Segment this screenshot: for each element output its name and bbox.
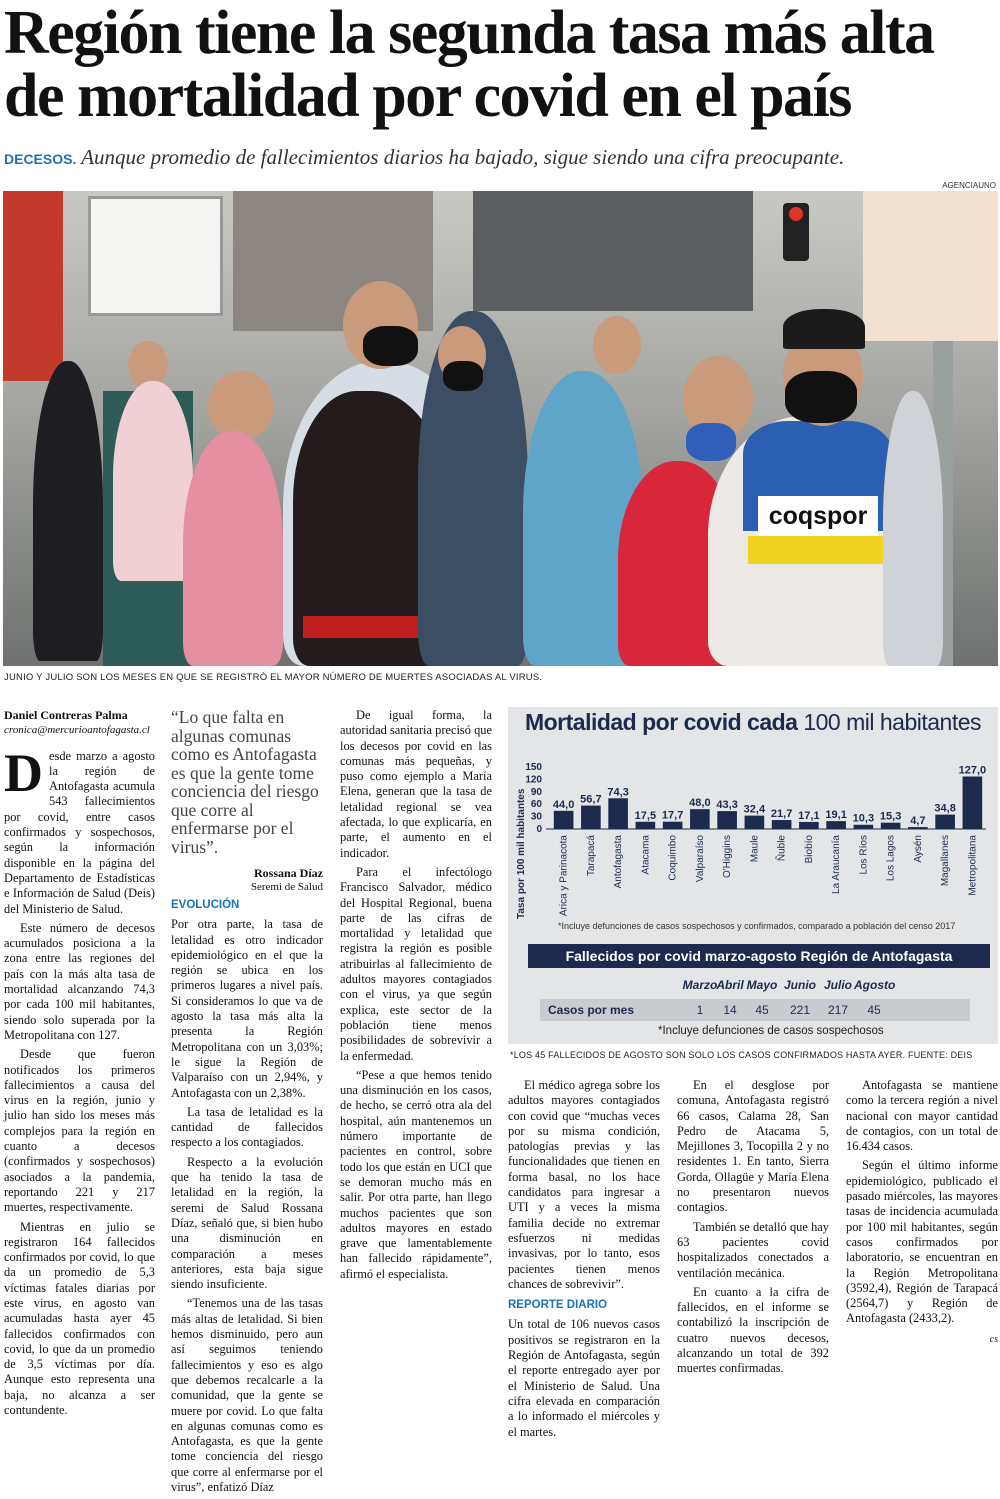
category-label: Antofagasta [613,835,625,889]
category-label: Valparaíso [694,835,706,883]
article-col-4 [508,1078,660,1444]
category-label: Atacama [640,835,652,875]
bar [908,827,928,829]
bar-value-label: 43,3 [716,799,738,812]
paragraph: “Pese a que hemos tenido una disminución en los casos, de hecho, se cerró otra ala del hospital, aún mantenemos un número importante de pacientes en control, sobre todo los que están en UCI que se demoran mucho más en salir. Por otra parte, han llego muchos pacientes que son adultos mayores en estado grave que lamentablemente han fallecido rápidamente”, afirmó el especialista. [340,1067,492,1281]
paragraph: Este número de decesos acumulados posiciona a la zona entre las regiones del país con la más alta tasa de mortalidad alcanzando 74,3 por cada 100 mil habitantes, siendo solo superada por la Metropolitana con 127. [4,920,155,1042]
bar [963,777,983,829]
category-label: Los Ríos [858,835,870,875]
person [883,391,943,666]
table-cell: 14 [723,1003,737,1017]
shirt-text: coqspor [758,496,878,536]
category-label: Ñuble [776,835,788,862]
bar-chart [508,707,998,922]
sign-left [3,191,63,381]
category-label: Los Lagos [885,835,897,882]
bar-value-label: 34,8 [934,802,956,815]
y-tick-label: 150 [525,762,542,773]
bar [745,816,765,829]
article-col-2 [171,892,323,1499]
table-month-header: Julio [823,978,852,992]
paragraph: En cuanto a la cifra de fallecidos, en el informe se contabilizó la inscripción de cuatro nuevos decesos, alcanzando un total de 392 muertes confirmadas. [677,1284,829,1376]
photo-caption: JUNIO Y JULIO SON LOS MESES EN QUE SE REGISTRÓ EL MAYOR NÚMERO DE MUERTES ASOCIADAS AL VIRUS. [4,672,543,683]
person-head [593,316,641,374]
paragraph: También se detalló que hay 63 pacientes covid hospitalizados conectados a ventilación mecánica. [677,1219,829,1280]
infographic-source: *LOS 45 FALLECIDOS DE AGOSTO SON SOLO LOS CASOS CONFIRMADOS HASTA AYER. FUENTE: DEIS [510,1050,973,1060]
pull-quote-role: Seremi de Salud [250,881,323,893]
table-month-header: Abril [716,978,744,992]
bar-value-label: 127,0 [958,764,987,777]
face-mask [443,361,483,391]
chart-note: *Incluye defunciones de casos sospechosos y confirmados, comparado a población del censo 2017 [558,921,956,931]
deck-text: Aunque promedio de fallecimientos diarios ha bajado, sigue siendo una cifra preocupante. [81,145,845,169]
category-label: Coquimbo [667,835,679,881]
table-cell: 1 [696,1003,704,1017]
bar-value-label: 21,7 [770,808,793,821]
table-month-header: Mayo [746,978,778,992]
bar-value-label: 44,0 [552,798,575,811]
bar [581,806,601,829]
person [33,361,103,661]
paragraph: De igual forma, la autoridad sanitaria precisó que los decesos por covid en las comunas más pequeñas, y puso como ejemplo a María Elena, generan que la tasa de letalidad regional se vea afectada, lo que explicaría, en parte, el aumento en el indicador. [340,708,492,860]
end-mark-text: cs [989,1333,998,1345]
table-banner: Fallecidos por covid marzo-agosto Región de Antofagasta [528,944,990,968]
building-dark [473,191,753,311]
bar-value-label: 19,1 [825,809,847,822]
category-label: La Araucanía [831,835,843,894]
paragraph: Por otra parte, la tasa de letalidad es otro indicador epidemiológico en el que la región se ubica en los primeros lugares a nivel país. Si consideramos lo que va de agosto la tasa más alta la presenta la Región Metropolitana con un 3,03%; le sigue la Región de Valparaíso con un 2,94%, y Antofagasta con un 2,38%. [171,917,323,1100]
category-label: Arica y Parinacota [558,835,570,917]
person [183,431,283,666]
pull-quote [171,708,323,893]
photo-credit: AGENCIAUNO [942,181,996,190]
paragraph: Mientras en julio se registraron 164 fallecidos confirmados por covid, lo que da un promedio de 5,3 víctimas fatales diarias por este virus, en agosto van acumuladas hasta ayer 45 fallecidos confirmados con covid, lo que da un promedio de 3,5 víctimas por día. Aunque esto representa una baja, no alcanza a ser contundente. [4,1219,155,1418]
table-cell: 221 [789,1003,811,1017]
y-tick-label: 0 [536,824,542,835]
byline-name: Daniel Contreras Palma [4,708,128,722]
article-col-3 [340,708,492,1286]
article-col-1 [4,708,155,1422]
category-label: Aysén [912,835,924,863]
table-row-label: Casos por mes [548,1003,635,1017]
person [113,381,193,581]
bar-value-label: 74,3 [607,786,629,799]
table-month-header: Junio [784,978,816,992]
shirt-yellow [748,536,898,564]
bar-value-label: 48,0 [689,797,711,810]
bar-value-label: 17,5 [634,809,657,822]
bar [663,822,683,829]
table-cell: 45 [755,1003,769,1017]
subhead-reporte: REPORTE DIARIO [508,1299,608,1312]
pull-quote-text: “Lo que falta en algunas comunas como es Antofagasta es que la gente tome conciencia del riesgo que corre al enfermarse por el virus”. [171,707,319,857]
news-photo [3,191,998,666]
table-month-header: Marzo [682,978,718,992]
infographic [508,707,998,1044]
article-col-6 [846,1078,998,1351]
table-cell: 217 [827,1003,849,1017]
bar-value-label: 32,4 [743,803,766,816]
bar-value-label: 17,1 [798,809,820,822]
paragraph: Según el último informe epidemiológico, publicado el pasado miércoles, las mayores tasas de incidencia acumulada por 100 mil habitantes, según casos confirmados por laboratorio, se encuentran en la Región Metropolitana (3592,4), Región de Tarapacá (2564,7) y Región de Antofagasta (2433,2). [846,1158,998,1326]
paragraph: Desde que fueron notificados los primeros fallecimientos a causa del virus en la región, junio y julio han sido los meses más complejos para la región en cuanto a decesos (confirmados y sospechosos) asociados a la pandemia, reportando 221 y 217 muertes, respectivamente. [4,1047,155,1215]
category-label: O'Higgins [722,835,734,879]
bar [554,811,574,829]
deck [4,145,996,170]
category-label: Biobío [803,835,815,864]
paragraph: Antofagasta se mantiene como la tercera región a nivel nacional con mayor cantidad de contagios, con un total de 16.434 casos. [846,1078,998,1154]
table-month-header: Agosto [854,978,896,992]
cap [783,309,865,349]
drop-cap: D [4,742,43,803]
bar-value-label: 15,3 [879,810,902,823]
paragraph: Un total de 106 nuevos casos positivos se registraron en la Región de Antofagasta, según el reporte entregado ayer por el Ministerio de Salud. Una cifra elevada en comparación a lo informado el miércoles y el martes. [508,1317,660,1439]
article-col-5 [677,1078,829,1381]
table-row [540,999,970,1021]
subhead-evolucion: EVOLUCIÓN [171,899,240,911]
face-mask [785,371,857,423]
paragraph: En el desglose por comuna, Antofagasta registró 66 casos, Calama 28, San Pedro de Atacama 5, Mejillones 3, Tocopilla 2 y no residentes 1. En tanto, Sierra Gorda, Ollagüe y María Elena no presentaron nuevos contagios. [677,1078,829,1215]
bar-value-label: 10,3 [852,812,875,825]
paragraph: El médico agrega sobre los adultos mayores contagiados con covid que “muchas veces por su misma condición, patologías previas y las funcionalidades que tienen en forma basal, no los hace candidatos para ingresar a UTI y a veces la misma familia decide no extremar esfuerzos ni medidas invasivas, por lo tanto, esos pacientes tienen menos chances de sobrevivir”. [508,1078,660,1291]
store-sign [863,191,998,341]
face-mask [363,326,418,366]
table-note: *Incluye defunciones de casos sospechosos [658,1025,884,1037]
bar [690,809,710,829]
traffic-light-red [789,207,803,221]
bar-value-label: 4,7 [910,815,926,828]
paragraph: La tasa de letalidad es la cantidad de fallecidos respecto a los contagiados. [171,1104,323,1150]
bar [717,811,737,829]
billboard [88,196,223,316]
bar [881,823,901,829]
paragraph: Respecto a la evolución que ha tenido la tasa de letalidad en la región, la seremi de Salud Rossana Díaz, señaló que, si bien hubo una disminución en comparación a meses anteriores, esta baja sigue siendo insuficiente. [171,1154,323,1292]
paragraph: “Tenemos una de las tasas más altas de letalidad. Si bien hemos disminuido, pero aun así seguimos teniendo fallecimientos y eso es algo que debemos recalcarle a la comunidad, que la gente se muere por covid. Lo que falta en algunas comunas como es Antofagasta, es que la gente tome conciencia del riesgo que corre al enfermarse por el virus”, enfatizó Díaz [171,1296,323,1494]
category-label: Magallanes [940,835,952,887]
bar [935,815,955,829]
y-tick-label: 90 [530,786,542,798]
end-mark [846,1331,998,1347]
category-label: Maule [749,835,761,863]
chart-title-bold: Mortalidad por covid cada [524,709,798,735]
pull-quote-author: Rossana Díaz [253,866,323,880]
y-tick-label: 120 [525,774,542,786]
y-tick-label: 60 [530,799,542,811]
bar [772,820,792,829]
category-label: Tarapacá [585,835,597,877]
bar-value-label: 17,7 [661,809,684,822]
bar [799,822,819,829]
bar [636,822,656,829]
person-head [208,371,274,441]
y-tick-label: 30 [530,811,542,823]
chart-title-light: 100 mil habitantes [803,709,982,735]
y-axis-label: Tasa por 100 mil habitantes [516,788,527,919]
face-mask-blue [686,423,736,461]
bar [854,825,874,829]
bar [608,798,628,829]
deck-kicker: DECESOS. [4,151,77,167]
bar-value-label: 56,7 [580,793,602,806]
table-cell: 45 [867,1003,881,1017]
bar [826,821,846,829]
category-label: Metropolitana [967,835,979,896]
headline: Región tiene la segunda tasa más alta de mortalidad por covid en el país [4,0,934,130]
paragraph: Para el infectólogo Francisco Salvador, médico del Hospital Regional, buena parte de las cifras de mortalidad y letalidad que registra la región es posible atribuirlas al fallecimiento de adultos mayores contagiados con el virus, ya que según explica, este sector de la población tiene menos posibilidades de sobrevivir a la enfermedad. [340,864,492,1063]
byline-email[interactable]: cronica@mercurioantofagasta.cl [4,724,150,737]
paragraph: esde marzo a agosto la región de Antofagasta acumula 543 fallecimientos por covid, entre casos confirmados y sospechosos, según la información disponible en la página del Departamento de Estadísticas e Información de Salud (Deis) del Ministerio de Salud. [4,748,155,916]
